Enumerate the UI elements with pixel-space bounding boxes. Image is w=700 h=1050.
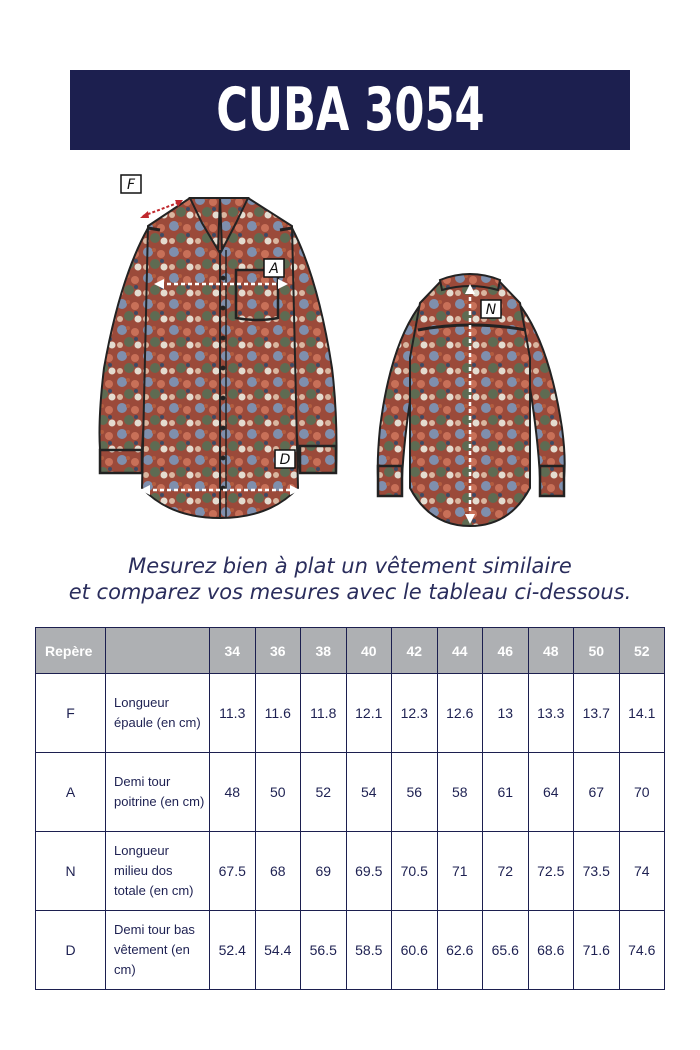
shirt-illustration <box>90 168 610 538</box>
title-banner <box>70 70 630 150</box>
row-value: 71.6 <box>574 911 620 990</box>
row-value: 50 <box>255 753 301 832</box>
row-value: 54 <box>346 753 392 832</box>
header-size: 38 <box>301 628 347 674</box>
row-value: 70.5 <box>392 832 438 911</box>
row-value: 48 <box>210 753 256 832</box>
row-value: 74.6 <box>619 911 665 990</box>
header-size: 52 <box>619 628 665 674</box>
size-table <box>35 627 665 990</box>
row-value: 61 <box>483 753 529 832</box>
row-value: 13.3 <box>528 674 574 753</box>
header-description <box>106 628 210 674</box>
front-shirt <box>100 198 337 518</box>
row-value: 11.8 <box>301 674 347 753</box>
row-label: Demi tour bas vêtement (en cm) <box>106 911 210 990</box>
row-label: Longueur milieu dos totale (en cm) <box>106 832 210 911</box>
row-value: 12.3 <box>392 674 438 753</box>
row-value: 12.6 <box>437 674 483 753</box>
row-value: 62.6 <box>437 911 483 990</box>
header-size: 50 <box>574 628 620 674</box>
row-value: 65.6 <box>483 911 529 990</box>
row-value: 58.5 <box>346 911 392 990</box>
row-value: 67 <box>574 753 620 832</box>
marker-n <box>481 300 501 318</box>
row-value: 69 <box>301 832 347 911</box>
row-value: 12.1 <box>346 674 392 753</box>
product-title: CUBA 3054 <box>215 75 485 145</box>
marker-f <box>121 175 141 193</box>
marker-a-label: A <box>269 261 279 277</box>
row-value: 13.7 <box>574 674 620 753</box>
row-value: 14.1 <box>619 674 665 753</box>
row-value: 56 <box>392 753 438 832</box>
row-repere: N <box>36 832 106 911</box>
row-repere: A <box>36 753 106 832</box>
row-label: Demi tour poitrine (en cm) <box>106 753 210 832</box>
row-value: 58 <box>437 753 483 832</box>
header-size: 42 <box>392 628 438 674</box>
instructions-line-1: Mesurez bien à plat un vêtement similaire <box>128 554 572 578</box>
row-repere: F <box>36 674 106 753</box>
row-value: 52.4 <box>210 911 256 990</box>
header-size: 34 <box>210 628 256 674</box>
marker-d <box>275 450 295 468</box>
size-table-header <box>36 628 665 674</box>
row-value: 72.5 <box>528 832 574 911</box>
header-size: 48 <box>528 628 574 674</box>
table-row <box>36 911 665 990</box>
row-value: 68 <box>255 832 301 911</box>
row-value: 67.5 <box>210 832 256 911</box>
row-value: 70 <box>619 753 665 832</box>
marker-d-label: D <box>279 452 291 468</box>
row-value: 72 <box>483 832 529 911</box>
table-row <box>36 832 665 911</box>
row-value: 73.5 <box>574 832 620 911</box>
measure-instructions <box>0 553 700 605</box>
marker-f-label: F <box>126 177 136 193</box>
row-value: 64 <box>528 753 574 832</box>
instructions-line-2: et comparez vos mesures avec le tableau ci-dessous. <box>68 580 632 604</box>
header-repere: Repère <box>36 628 106 674</box>
marker-n-label: N <box>485 302 497 318</box>
row-value: 71 <box>437 832 483 911</box>
back-shirt <box>378 274 565 526</box>
table-row <box>36 674 665 753</box>
marker-a <box>264 259 284 277</box>
header-size: 40 <box>346 628 392 674</box>
table-row <box>36 753 665 832</box>
row-value: 60.6 <box>392 911 438 990</box>
header-size: 44 <box>437 628 483 674</box>
row-label: Longueur épaule (en cm) <box>106 674 210 753</box>
row-value: 69.5 <box>346 832 392 911</box>
row-value: 52 <box>301 753 347 832</box>
row-repere: D <box>36 911 106 990</box>
row-value: 11.3 <box>210 674 256 753</box>
header-size: 36 <box>255 628 301 674</box>
row-value: 11.6 <box>255 674 301 753</box>
header-size: 46 <box>483 628 529 674</box>
row-value: 68.6 <box>528 911 574 990</box>
row-value: 74 <box>619 832 665 911</box>
row-value: 13 <box>483 674 529 753</box>
row-value: 54.4 <box>255 911 301 990</box>
row-value: 56.5 <box>301 911 347 990</box>
